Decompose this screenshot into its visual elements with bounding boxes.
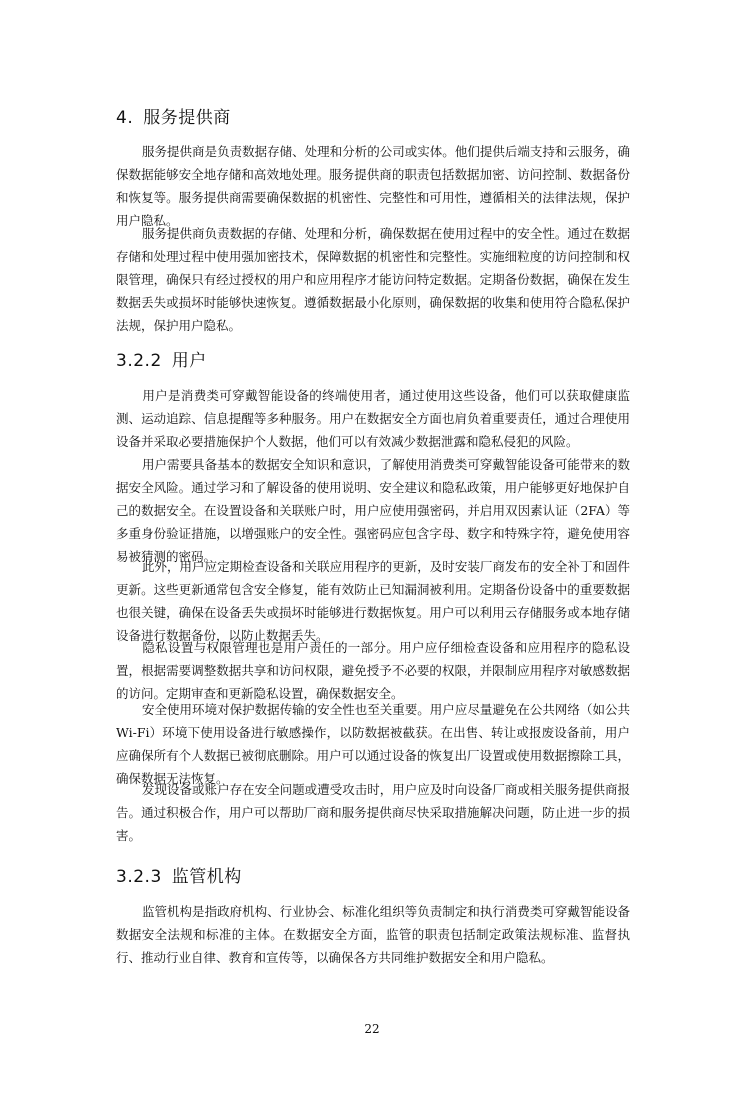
section-number: 3.2.2 [116, 351, 162, 371]
paragraph-text: 服务提供商负责数据的存储、处理和分析，确保数据在使用过程中的安全性。通过在数据存储和处理过程中使用强加密技术，保障数据的机密性和完整性。实施细粒度的访问控制和权限管理，确保只有经过授权的用户和应用程序才能访问特定数据。定期备份数据，确保在发生数据丢失或损坏时能够快速恢复。遵循数据最小化原则，确保数据的收集和使用符合隐私保护法规，保护用户隐私。 [116, 226, 630, 333]
paragraph-text: 服务提供商是负责数据存储、处理和分析的公司或实体。他们提供后端支持和云服务，确保数据能够安全地存储和高效地处理。服务提供商的职责包括数据加密、访问控制、数据备份和恢复等。服务提供商需要确保数据的机密性、完整性和可用性，遵循相关的法律法规，保护用户隐私。 [116, 144, 630, 228]
paragraph-text: 监管机构是指政府机构、行业协会、标准化组织等负责制定和执行消费类可穿戴智能设备数据安全法规和标准的主体。在数据安全方面，监管的职责包括制定政策法规标准、监督执行、推动行业自律、教育和宣传等，以确保各方共同维护数据安全和用户隐私。 [116, 904, 630, 965]
section-number: 4. [116, 108, 134, 128]
paragraph [116, 384, 630, 453]
paragraph-text: 用户是消费类可穿戴智能设备的终端使用者，通过使用这些设备，他们可以获取健康监测、运动追踪、信息提醒等多种服务。用户在数据安全方面也肩负着重要责任，通过合理使用设备并采取必要措施保护个人数据，他们可以有效减少数据泄露和隐私侵犯的风险。 [116, 388, 630, 449]
paragraph-text: 用户需要具备基本的数据安全知识和意识，了解使用消费类可穿戴智能设备可能带来的数据安全风险。通过学习和了解设备的使用说明、安全建议和隐私政策，用户能够更好地保护自己的数据安全。在设置设备和关联账户时，用户应使用强密码，并启用双因素认证（2FA）等多重身份验证措施，以增强账户的安全性。强密码应包含字母、数字和特殊字符，避免使用容易被猜测的密码。 [116, 457, 630, 564]
paragraph [116, 453, 630, 568]
section-heading-user [116, 346, 207, 371]
paragraph-text: 隐私设置与权限管理也是用户责任的一部分。用户应仔细检查设备和应用程序的隐私设置，根据需要调整数据共享和访问权限，避免授予不必要的权限，并限制应用程序对敏感数据的访问。定期审查和更新隐私设置，确保数据安全。 [116, 640, 630, 701]
paragraph [116, 636, 630, 705]
paragraph [116, 900, 630, 969]
paragraph [116, 778, 630, 847]
section-heading-service-provider [116, 103, 231, 128]
paragraph [116, 698, 630, 790]
section-heading-regulator [116, 862, 242, 887]
paragraph-text: 此外，用户应定期检查设备和关联应用程序的更新，及时安装厂商发布的安全补丁和固件更新。这些更新通常包含安全修复，能有效防止已知漏洞被利用。定期备份设备中的重要数据也很关键，确保在设备丢失或损坏时能够进行数据恢复。用户可以利用云存储服务或本地存储设备进行数据备份，以防止数据丢失。 [116, 559, 630, 643]
section-title: 用户 [171, 351, 207, 371]
paragraph [116, 140, 630, 232]
paragraph [116, 555, 630, 647]
paragraph [116, 222, 630, 337]
section-number: 3.2.3 [116, 867, 162, 887]
section-title: 监管机构 [171, 867, 242, 887]
page-number: 22 [364, 1022, 380, 1036]
paragraph-text: 安全使用环境对保护数据传输的安全性也至关重要。用户应尽量避免在公共网络（如公共Wi-Fi）环境下使用设备进行敏感操作，以防数据被截获。在出售、转让或报废设备前，用户应确保所有个人数据已被彻底删除。用户可以通过设备的恢复出厂设置或使用数据擦除工具，确保数据无法恢复。 [116, 702, 630, 786]
section-title: 服务提供商 [143, 108, 231, 128]
paragraph-text: 发现设备或账户存在安全问题或遭受攻击时，用户应及时向设备厂商或相关服务提供商报告。通过积极合作，用户可以帮助厂商和服务提供商尽快采取措施解决问题，防止进一步的损害。 [116, 782, 630, 843]
